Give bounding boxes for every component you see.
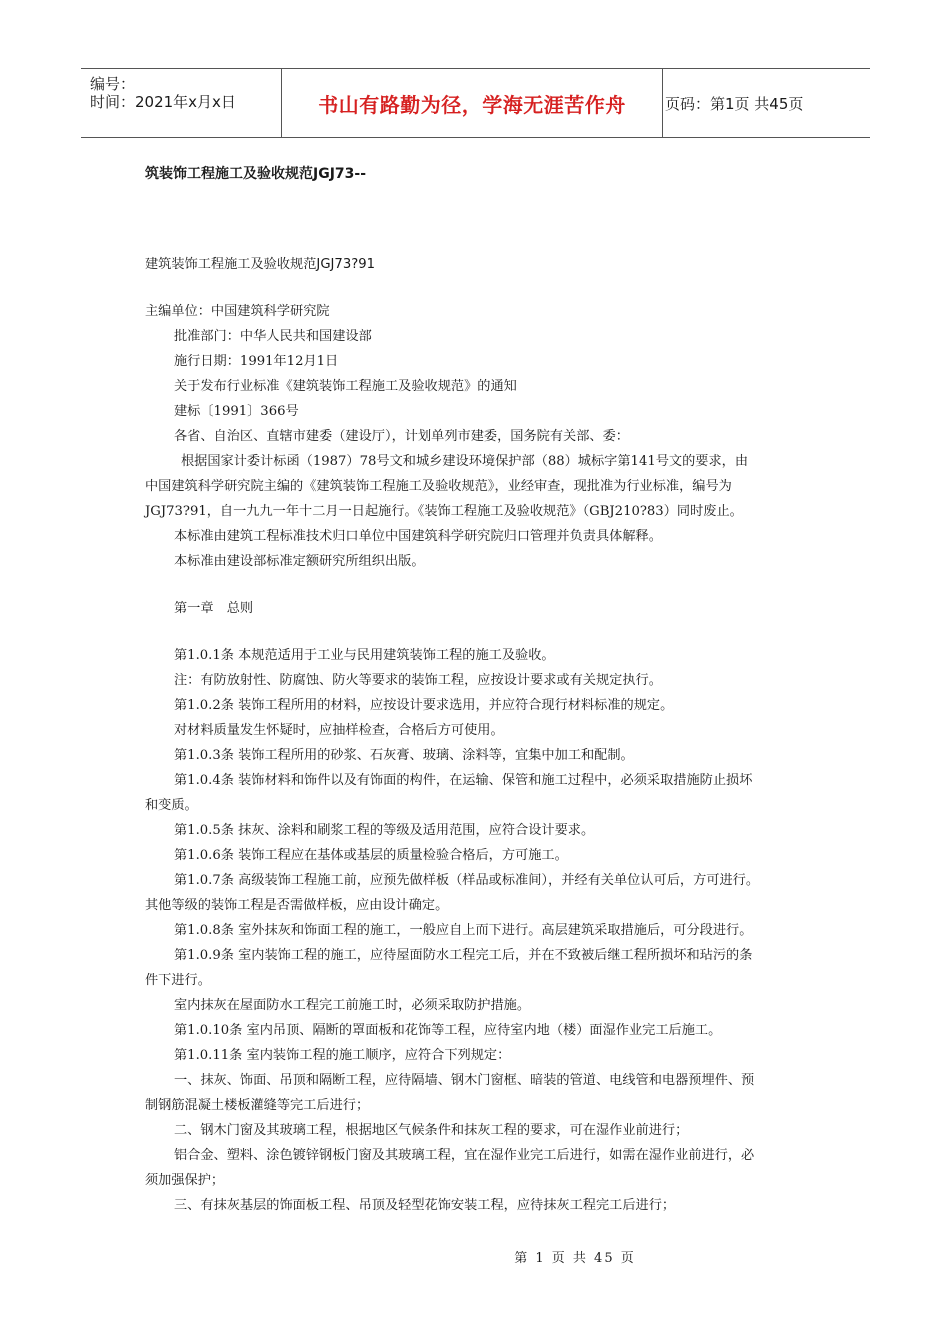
body-line: 室内抹灰在屋面防水工程完工前施工时，必须采取防护措施。	[174, 998, 531, 1013]
body-line: 第1.0.2条 装饰工程所用的材料，应按设计要求选用，并应符合现行材料标准的规定。	[174, 698, 674, 713]
page-header	[81, 68, 870, 138]
body-line: 其他等级的装饰工程是否需做样板，应由设计确定。	[145, 898, 449, 913]
body-line: 建筑装饰工程施工及验收规范JGJ73?91	[145, 257, 375, 272]
body-line: 本标准由建筑工程标准技术归口单位中国建筑科学研究院归口管理并负责具体解释。	[174, 529, 662, 544]
body-line: 中国建筑科学研究院主编的《建筑装饰工程施工及验收规范》，业经审查，现批准为行业标准，编号为	[145, 479, 732, 494]
body-line: 本标准由建设部标准定额研究所组织出版。	[174, 554, 425, 569]
body-line: 三、有抹灰基层的饰面板工程、吊顶及轻型花饰安装工程，应待抹灰工程完工后进行；	[174, 1198, 676, 1213]
body-line: 关于发布行业标准《建筑装饰工程施工及验收规范》的通知	[174, 379, 517, 394]
date-line: 时间：2021年x月x日	[90, 93, 236, 111]
document-title: 筑装饰工程施工及验收规范JGJ73--	[145, 166, 367, 182]
body-line: 制钢筋混凝土楼板灌缝等完工后进行；	[145, 1098, 370, 1113]
body-line: 第1.0.9条 室内装饰工程的施工，应待屋面防水工程完工后，并在不致被后继工程所损坏和玷污的条	[174, 948, 753, 963]
body-line: 各省、自治区、直辖市建委（建设厅），计划单列市建委，国务院有关部、委：	[174, 429, 629, 444]
body-line: 和变质。	[145, 798, 198, 813]
body-line: 第1.0.11条 室内装饰工程的施工顺序，应符合下列规定：	[174, 1048, 511, 1063]
body-line: 第1.0.1条 本规范适用于工业与民用建筑装饰工程的施工及验收。	[174, 648, 555, 663]
body-line: 对材料质量发生怀疑时，应抽样检查，合格后方可使用。	[174, 723, 504, 738]
footer-page-number: 第 1 页 共 45 页	[514, 1251, 636, 1266]
body-line: 第1.0.8条 室外抹灰和饰面工程的施工，一般应自上而下进行。高层建筑采取措施后，可分段进行。	[174, 923, 753, 938]
body-line: 铝合金、塑料、涂色镀锌钢板门窗及其玻璃工程，宜在湿作业完工后进行，如需在湿作业前进行，必	[174, 1148, 755, 1163]
body-line: 施行日期：1991年12月1日	[174, 354, 339, 369]
body-line: 第1.0.3条 装饰工程所用的砂浆、石灰膏、玻璃、涂料等，宜集中加工和配制。	[174, 748, 634, 763]
body-line: 批准部门：中华人民共和国建设部	[174, 329, 372, 344]
body-line: 件下进行。	[145, 973, 211, 988]
body-line: 根据国家计委计标函（1987）78号文和城乡建设环境保护部（88）城标字第141号文的要求，由	[181, 454, 749, 469]
header-page-info: 页码：第1页 共45页	[665, 94, 804, 113]
number-label: 编号：	[90, 75, 136, 93]
header-page-info-cell	[663, 69, 870, 137]
body-line: 第1.0.4条 装饰材料和饰件以及有饰面的构件，在运输、保管和施工过程中，必须采取措施防止损坏	[174, 773, 753, 788]
body-line: 一、抹灰、饰面、吊顶和隔断工程，应待隔墙、钢木门窗框、暗装的管道、电线管和电器预埋件、预	[174, 1073, 755, 1088]
body-line: 第1.0.10条 室内吊顶、隔断的罩面板和花饰等工程，应待室内地（楼）面湿作业完工后施工。	[174, 1023, 722, 1038]
chapter-heading: 第一章 总则	[174, 601, 254, 616]
body-line: 第1.0.5条 抹灰、涂料和刷浆工程的等级及适用范围，应符合设计要求。	[174, 823, 595, 838]
page-footer	[0, 1247, 950, 1266]
header-motto: 书山有路勤为径，学海无涯苦作舟	[318, 92, 626, 117]
body-line: 二、钢木门窗及其玻璃工程，根据地区气候条件和抹灰工程的要求，可在湿作业前进行；	[174, 1123, 689, 1138]
body-line: 第1.0.7条 高级装饰工程施工前，应预先做样板（样品或标准间），并经有关单位认可后，方可进行。	[174, 873, 760, 888]
body-line: 主编单位：中国建筑科学研究院	[145, 304, 330, 319]
body-line: JGJ73?91，自一九九一年十二月一日起施行。《装饰工程施工及验收规范》（GBJ210?83）同时废止。	[145, 504, 743, 519]
body-line: 注：有防放射性、防腐蚀、防火等要求的装饰工程，应按设计要求或有关规定执行。	[174, 673, 662, 688]
header-motto-cell	[281, 69, 663, 137]
body-line: 建标〔1991〕366号	[174, 404, 299, 419]
body-line: 须加强保护；	[145, 1173, 225, 1188]
header-meta	[81, 69, 281, 137]
body-line: 第1.0.6条 装饰工程应在基体或基层的质量检验合格后，方可施工。	[174, 848, 568, 863]
